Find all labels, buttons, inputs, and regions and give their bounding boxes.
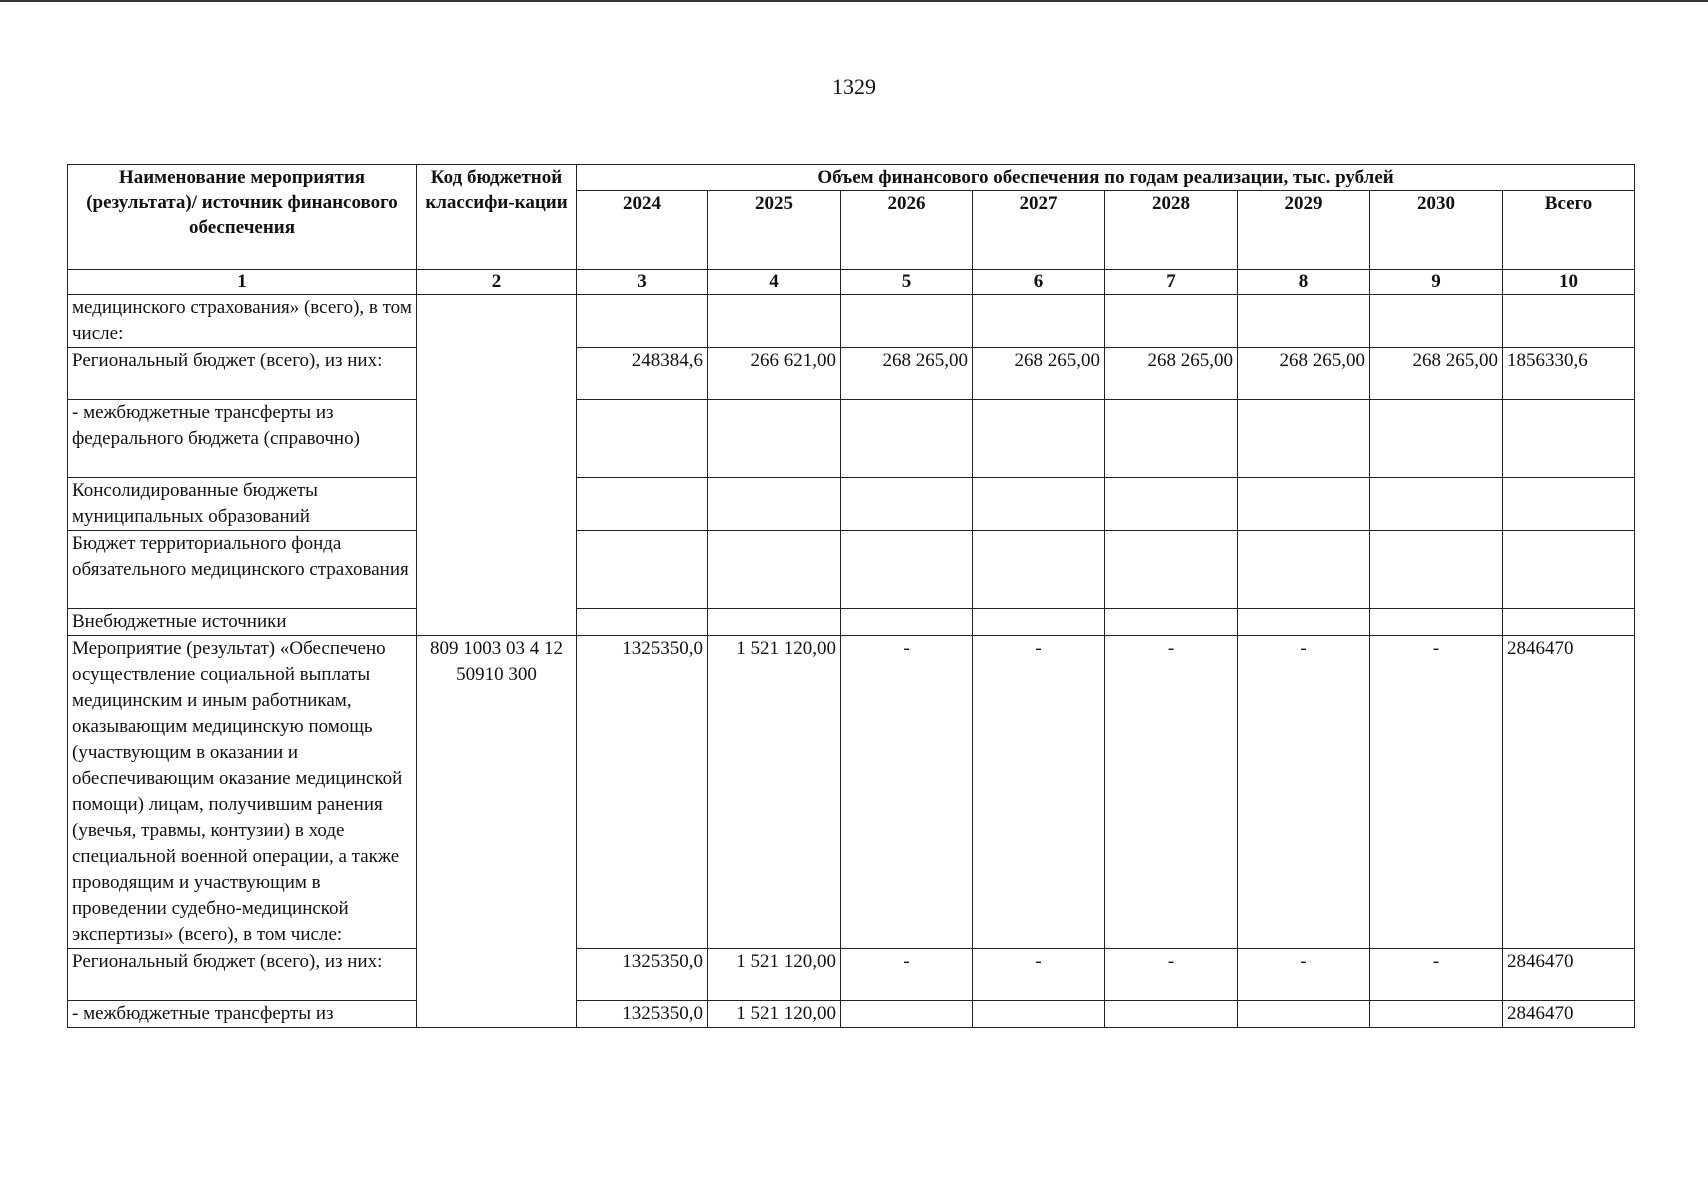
table-row (68, 636, 1635, 949)
value-cell: 1 521 120,00 (708, 636, 841, 949)
value-cell (1238, 1001, 1370, 1028)
value-cell: 2846470 (1503, 949, 1635, 1001)
value-cell (1105, 478, 1238, 531)
value-cell (973, 400, 1105, 478)
index-cell: 9 (1370, 270, 1503, 295)
index-cell: 3 (577, 270, 708, 295)
row-name: Мероприятие (результат) «Обеспечено осуществление социальной выплаты медицинским и иным работникам, оказывающим медицинскую помощь (участвующим в оказании и обеспечивающим оказание медицинской помощи) лицам, получившим ранения (увечья, травмы, контузии) в ходе специальной военной операции, а также проводящим и участвующим в проведении судебно-медицинской экспертизы» (всего), в том числе: (68, 636, 417, 949)
table-row (68, 609, 1635, 636)
value-cell (577, 295, 708, 348)
value-cell (577, 478, 708, 531)
top-border-line (0, 0, 1708, 2)
index-cell: 1 (68, 270, 417, 295)
value-cell: 268 265,00 (1370, 348, 1503, 400)
header-year: 2024 (577, 191, 708, 270)
row-code (417, 295, 577, 636)
value-cell (841, 1001, 973, 1028)
index-cell: 7 (1105, 270, 1238, 295)
header-index-row (68, 270, 1635, 295)
value-cell (1370, 531, 1503, 609)
value-cell (841, 400, 973, 478)
value-cell (841, 295, 973, 348)
header-name: Наименование мероприятия (результата)/ источник финансового обеспечения (68, 165, 417, 270)
table-row (68, 348, 1635, 400)
value-cell (1238, 531, 1370, 609)
index-cell: 5 (841, 270, 973, 295)
value-cell (1105, 1001, 1238, 1028)
table-row (68, 1001, 1635, 1028)
value-cell (708, 295, 841, 348)
value-cell (841, 478, 973, 531)
row-code: 809 1003 03 4 12 50910 300 (417, 636, 577, 1028)
value-cell: 1856330,6 (1503, 348, 1635, 400)
value-cell: 1 521 120,00 (708, 949, 841, 1001)
page-number: 1329 (832, 74, 876, 99)
value-cell: - (1105, 949, 1238, 1001)
row-name: медицинского страхования» (всего), в том числе: (68, 295, 417, 348)
value-cell (841, 609, 973, 636)
row-name: - межбюджетные трансферты из федерального бюджета (справочно) (68, 400, 417, 478)
value-cell (708, 400, 841, 478)
value-cell (1238, 295, 1370, 348)
value-cell: 1325350,0 (577, 1001, 708, 1028)
value-cell: 2846470 (1503, 1001, 1635, 1028)
value-cell: 268 265,00 (1238, 348, 1370, 400)
value-cell: - (1238, 636, 1370, 949)
value-cell: 266 621,00 (708, 348, 841, 400)
value-cell (1503, 295, 1635, 348)
header-year: 2028 (1105, 191, 1238, 270)
index-cell: 8 (1238, 270, 1370, 295)
header-year: 2027 (973, 191, 1105, 270)
value-cell: - (973, 636, 1105, 949)
value-cell (973, 295, 1105, 348)
value-cell: 1 521 120,00 (708, 1001, 841, 1028)
index-cell: 10 (1503, 270, 1635, 295)
value-cell: - (841, 636, 973, 949)
header-year: 2026 (841, 191, 973, 270)
table-row (68, 478, 1635, 531)
value-cell (1105, 609, 1238, 636)
value-cell (1370, 478, 1503, 531)
table-row (68, 400, 1635, 478)
value-cell (1503, 609, 1635, 636)
index-cell: 6 (973, 270, 1105, 295)
value-cell: - (1238, 949, 1370, 1001)
value-cell (1370, 400, 1503, 478)
value-cell (1503, 478, 1635, 531)
value-cell (841, 531, 973, 609)
table-row (68, 949, 1635, 1001)
header-total: Всего (1503, 191, 1635, 270)
row-name: - межбюджетные трансферты из (68, 1001, 417, 1028)
value-cell (1238, 400, 1370, 478)
value-cell (1105, 295, 1238, 348)
value-cell: - (841, 949, 973, 1001)
value-cell (577, 531, 708, 609)
value-cell (1238, 609, 1370, 636)
value-cell (973, 531, 1105, 609)
value-cell: - (973, 949, 1105, 1001)
value-cell: - (1370, 636, 1503, 949)
value-cell (708, 478, 841, 531)
value-cell: 248384,6 (577, 348, 708, 400)
row-name: Внебюджетные источники (68, 609, 417, 636)
value-cell: 1325350,0 (577, 636, 708, 949)
row-name: Региональный бюджет (всего), из них: (68, 949, 417, 1001)
value-cell: 268 265,00 (973, 348, 1105, 400)
value-cell: 1325350,0 (577, 949, 708, 1001)
value-cell: - (1105, 636, 1238, 949)
row-name: Консолидированные бюджеты муниципальных образований (68, 478, 417, 531)
row-name: Бюджет территориального фонда обязательного медицинского страхования (68, 531, 417, 609)
value-cell (577, 609, 708, 636)
header-year: 2030 (1370, 191, 1503, 270)
value-cell (1105, 531, 1238, 609)
value-cell (708, 609, 841, 636)
header-year: 2025 (708, 191, 841, 270)
value-cell (973, 609, 1105, 636)
value-cell (1238, 478, 1370, 531)
value-cell (973, 1001, 1105, 1028)
value-cell (1105, 400, 1238, 478)
index-cell: 2 (417, 270, 577, 295)
table-row (68, 295, 1635, 348)
header-row-1 (68, 165, 1635, 191)
value-cell: 268 265,00 (1105, 348, 1238, 400)
value-cell: - (1370, 949, 1503, 1001)
index-cell: 4 (708, 270, 841, 295)
financing-table (67, 164, 1635, 1028)
value-cell (577, 400, 708, 478)
value-cell (1503, 531, 1635, 609)
row-name: Региональный бюджет (всего), из них: (68, 348, 417, 400)
header-volume: Объем финансового обеспечения по годам реализации, тыс. рублей (577, 165, 1635, 191)
header-code: Код бюджетной классифи-кации (417, 165, 577, 270)
table-row (68, 531, 1635, 609)
value-cell (708, 531, 841, 609)
header-year: 2029 (1238, 191, 1370, 270)
value-cell (1503, 400, 1635, 478)
value-cell: 268 265,00 (841, 348, 973, 400)
value-cell (1370, 295, 1503, 348)
value-cell (1370, 609, 1503, 636)
value-cell (973, 478, 1105, 531)
value-cell (1370, 1001, 1503, 1028)
value-cell: 2846470 (1503, 636, 1635, 949)
